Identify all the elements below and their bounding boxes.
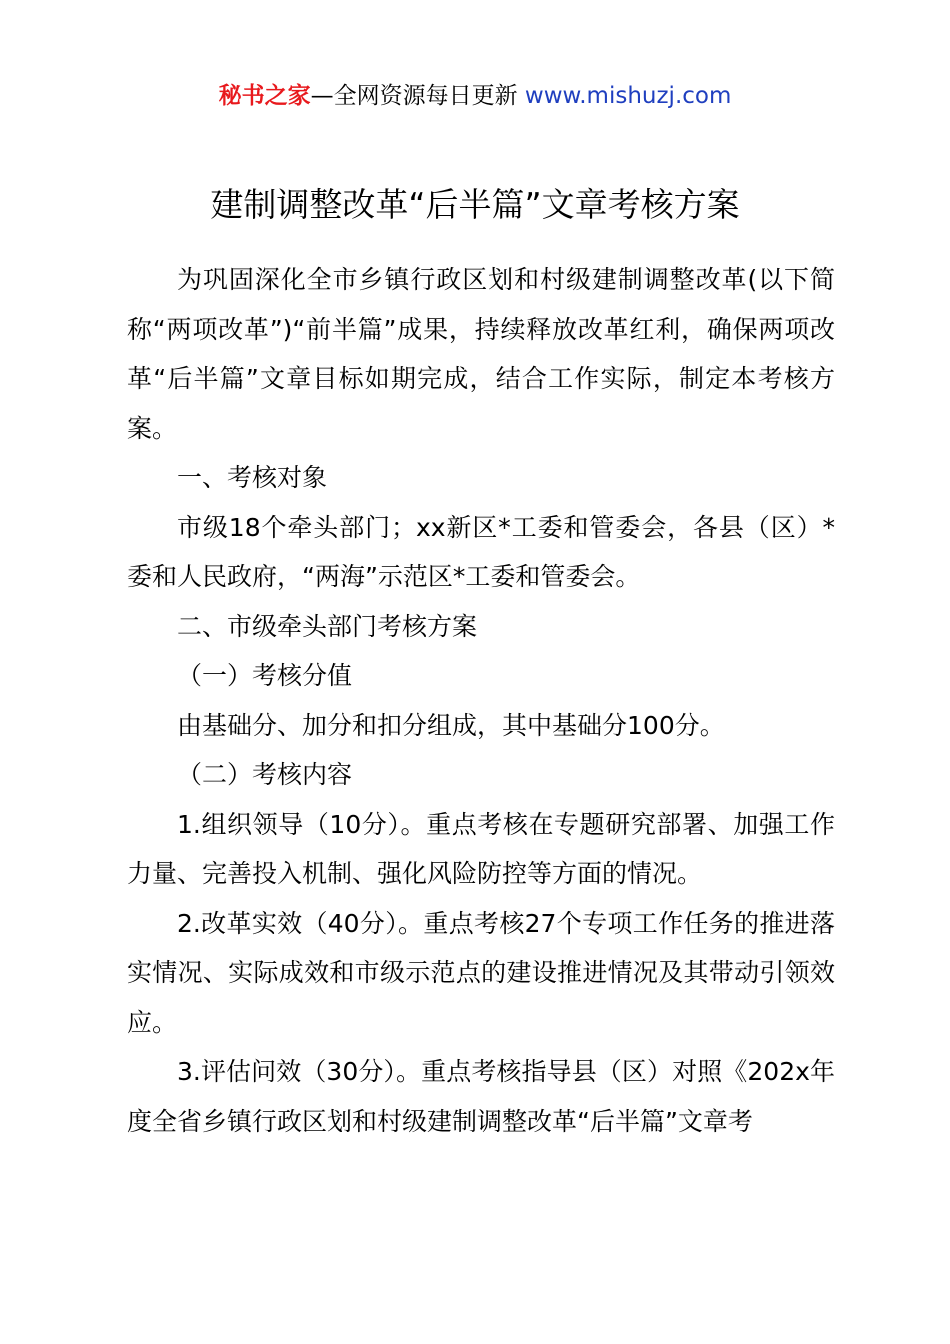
heading-assessment-targets: 一、考核对象	[177, 463, 328, 492]
site-brand: 秘书之家	[218, 83, 311, 109]
subheading-score-values: （一）考核分值	[177, 661, 353, 690]
item-evaluation-accountability: 3.评估问效（30分）。重点考核指导县（区）对照《202x年度全省乡镇行政区划和村级建制调整改革“后半篇”文章考	[127, 1057, 835, 1136]
document-body	[127, 255, 835, 1146]
document-title: 建制调整改革“后半篇”文章考核方案	[210, 185, 740, 224]
subheading-assessment-content: （二）考核内容	[177, 760, 353, 789]
site-url-link[interactable]: www.mishuzj.com	[524, 83, 732, 109]
item-reform-effectiveness: 2.改革实效（40分）。重点考核27个专项工作任务的推进落实情况、实际成效和市级示范点的建设推进情况及其带动引领效应。	[127, 908, 835, 1037]
heading-municipal-plan: 二、市级牵头部门考核方案	[177, 611, 478, 641]
paragraph-assessment-targets: 市级18个牵头部门；xx新区*工委和管委会，各县（区）*委和人民政府，“两海”示范区*工委和管委会。	[127, 512, 835, 591]
site-tagline: —全网资源每日更新	[310, 83, 525, 109]
item-organization-leadership: 1.组织领导（10分）。重点考核在专题研究部署、加强工作力量、完善投入机制、强化风险防控等方面的情况。	[127, 809, 835, 888]
paragraph-intro: 为巩固深化全市乡镇行政区划和村级建制调整改革(以下简称“两项改革”)“前半篇”成果，持续释放改革红利，确保两项改革“后半篇”文章目标如期完成，结合工作实际，制定本考核方案。	[127, 265, 835, 443]
site-banner	[0, 80, 950, 112]
paragraph-score-values: 由基础分、加分和扣分组成，其中基础分100分。	[177, 710, 725, 740]
